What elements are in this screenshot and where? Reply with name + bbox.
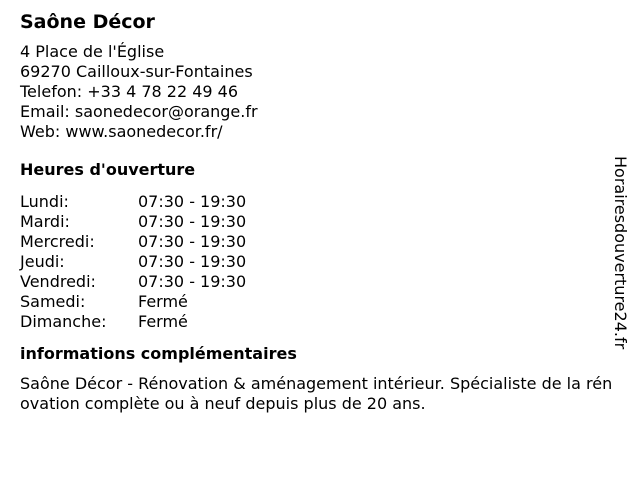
additional-info-title: informations complémentaires <box>20 344 297 363</box>
opening-hours-table <box>20 192 620 332</box>
email-line: Email: saonedecor@orange.fr <box>20 102 258 121</box>
time-value: 07:30 - 19:30 <box>138 212 247 231</box>
day-label: Lundi: <box>20 192 69 211</box>
address-line-1: 4 Place de l'Église <box>20 42 165 61</box>
watermark-text: Horairesdouverture24.fr <box>611 156 630 350</box>
hours-row-sunday <box>20 312 620 332</box>
opening-hours-title: Heures d'ouverture <box>20 160 196 179</box>
web-line: Web: www.saonedecor.fr/ <box>20 122 223 141</box>
hours-row-thursday <box>20 252 620 272</box>
site-watermark <box>605 133 635 373</box>
time-value: 07:30 - 19:30 <box>138 252 247 271</box>
phone-line: Telefon: +33 4 78 22 49 46 <box>20 82 239 101</box>
hours-row-monday <box>20 192 620 212</box>
time-value: 07:30 - 19:30 <box>138 192 247 211</box>
day-label: Vendredi: <box>20 272 96 291</box>
address-line-2: 69270 Cailloux-sur-Fontaines <box>20 62 253 81</box>
day-label: Dimanche: <box>20 312 107 331</box>
day-label: Samedi: <box>20 292 86 311</box>
time-value: Fermé <box>138 312 188 331</box>
day-label: Jeudi: <box>20 252 65 271</box>
day-label: Mercredi: <box>20 232 95 251</box>
additional-info-text: Saône Décor - Rénovation & aménagement intérieur. Spécialiste de la rénovation complète ou à neuf depuis plus de 20 ans. <box>20 374 613 413</box>
business-card <box>20 10 620 414</box>
hours-row-wednesday <box>20 232 620 252</box>
day-label: Mardi: <box>20 212 70 231</box>
hours-row-tuesday <box>20 212 620 232</box>
time-value: Fermé <box>138 292 188 311</box>
time-value: 07:30 - 19:30 <box>138 232 247 251</box>
hours-row-friday <box>20 272 620 292</box>
business-name: Saône Décor <box>20 11 155 33</box>
hours-row-saturday <box>20 292 620 312</box>
time-value: 07:30 - 19:30 <box>138 272 247 291</box>
